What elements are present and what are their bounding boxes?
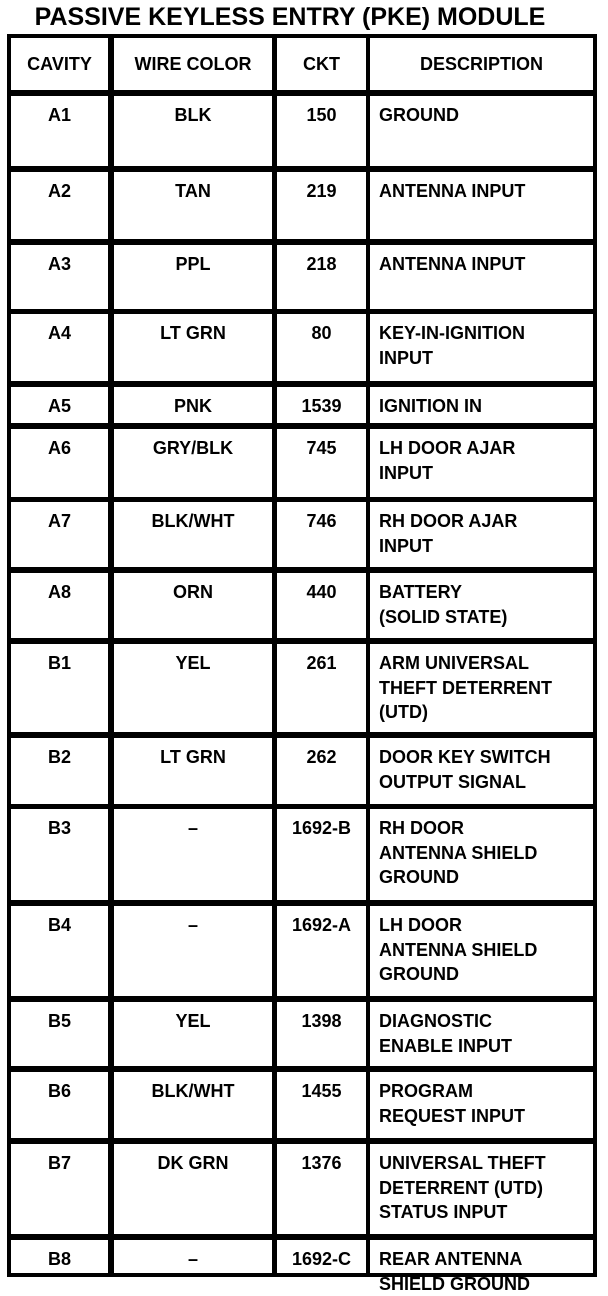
wire-color-cell: – (114, 809, 272, 900)
wire-color-cell: LT GRN (114, 314, 272, 381)
ckt-cell: 150 (277, 96, 366, 166)
ckt-cell: 1376 (277, 1144, 366, 1234)
ckt-cell: 1692-A (277, 906, 366, 996)
description-cell: LH DOOR ANTENNA SHIELD GROUND (370, 906, 593, 996)
wire-color-cell: BLK/WHT (114, 502, 272, 567)
cavity-cell: B5 (11, 1002, 108, 1066)
description-cell: ANTENNA INPUT (370, 245, 593, 309)
cavity-cell: B3 (11, 809, 108, 900)
description-cell: ANTENNA INPUT (370, 172, 593, 239)
description-cell: UNIVERSAL THEFT DETERRENT (UTD) STATUS INPUT (370, 1144, 593, 1234)
wire-color-cell: PPL (114, 245, 272, 309)
description-cell: RH DOOR ANTENNA SHIELD GROUND (370, 809, 593, 900)
wire-color-cell: TAN (114, 172, 272, 239)
cavity-cell: B6 (11, 1072, 108, 1138)
wire-color-cell: BLK/WHT (114, 1072, 272, 1138)
wire-color-cell: ORN (114, 573, 272, 638)
ckt-cell: 1398 (277, 1002, 366, 1066)
cavity-cell: B7 (11, 1144, 108, 1234)
ckt-cell: 218 (277, 245, 366, 309)
wire-color-cell: GRY/BLK (114, 429, 272, 497)
description-cell: GROUND (370, 96, 593, 166)
cavity-cell: A6 (11, 429, 108, 497)
ckt-cell: 746 (277, 502, 366, 567)
ckt-cell: 745 (277, 429, 366, 497)
cavity-cell: B4 (11, 906, 108, 996)
description-cell: DIAGNOSTIC ENABLE INPUT (370, 1002, 593, 1066)
ckt-cell: 219 (277, 172, 366, 239)
description-cell: LH DOOR AJAR INPUT (370, 429, 593, 497)
header-wire-color: WIRE COLOR (114, 38, 272, 90)
wire-color-cell: BLK (114, 96, 272, 166)
cavity-cell: B1 (11, 644, 108, 732)
cavity-cell: B2 (11, 738, 108, 804)
ckt-cell: 1455 (277, 1072, 366, 1138)
ckt-cell: 262 (277, 738, 366, 804)
description-cell: PROGRAM REQUEST INPUT (370, 1072, 593, 1138)
wire-color-cell: LT GRN (114, 738, 272, 804)
ckt-cell: 1539 (277, 387, 366, 423)
page-title: PASSIVE KEYLESS ENTRY (PKE) MODULE (34, 3, 546, 31)
header-cavity: CAVITY (11, 38, 108, 90)
description-cell: ARM UNIVERSAL THEFT DETERRENT (UTD) (370, 644, 593, 732)
cavity-cell: A7 (11, 502, 108, 567)
description-cell: DOOR KEY SWITCH OUTPUT SIGNAL (370, 738, 593, 804)
header-description: DESCRIPTION (370, 38, 593, 90)
description-cell: BATTERY (SOLID STATE) (370, 573, 593, 638)
description-cell: IGNITION IN (370, 387, 593, 423)
cavity-cell: A3 (11, 245, 108, 309)
cavity-cell: B8 (11, 1240, 108, 1273)
wire-color-cell: – (114, 906, 272, 996)
ckt-cell: 440 (277, 573, 366, 638)
cavity-cell: A1 (11, 96, 108, 166)
cavity-cell: A2 (11, 172, 108, 239)
wire-color-cell: – (114, 1240, 272, 1273)
cavity-cell: A8 (11, 573, 108, 638)
wire-color-cell: YEL (114, 644, 272, 732)
ckt-cell: 1692-C (277, 1240, 366, 1273)
wire-color-cell: DK GRN (114, 1144, 272, 1234)
header-ckt: CKT (277, 38, 366, 90)
ckt-cell: 261 (277, 644, 366, 732)
description-cell: RH DOOR AJAR INPUT (370, 502, 593, 567)
cavity-cell: A5 (11, 387, 108, 423)
ckt-cell: 1692-B (277, 809, 366, 900)
description-cell: KEY-IN-IGNITION INPUT (370, 314, 593, 381)
wire-color-cell: YEL (114, 1002, 272, 1066)
connector-table (7, 34, 597, 1294)
cavity-cell: A4 (11, 314, 108, 381)
description-cell: REAR ANTENNA SHIELD GROUND (370, 1240, 593, 1273)
ckt-cell: 80 (277, 314, 366, 381)
wire-color-cell: PNK (114, 387, 272, 423)
